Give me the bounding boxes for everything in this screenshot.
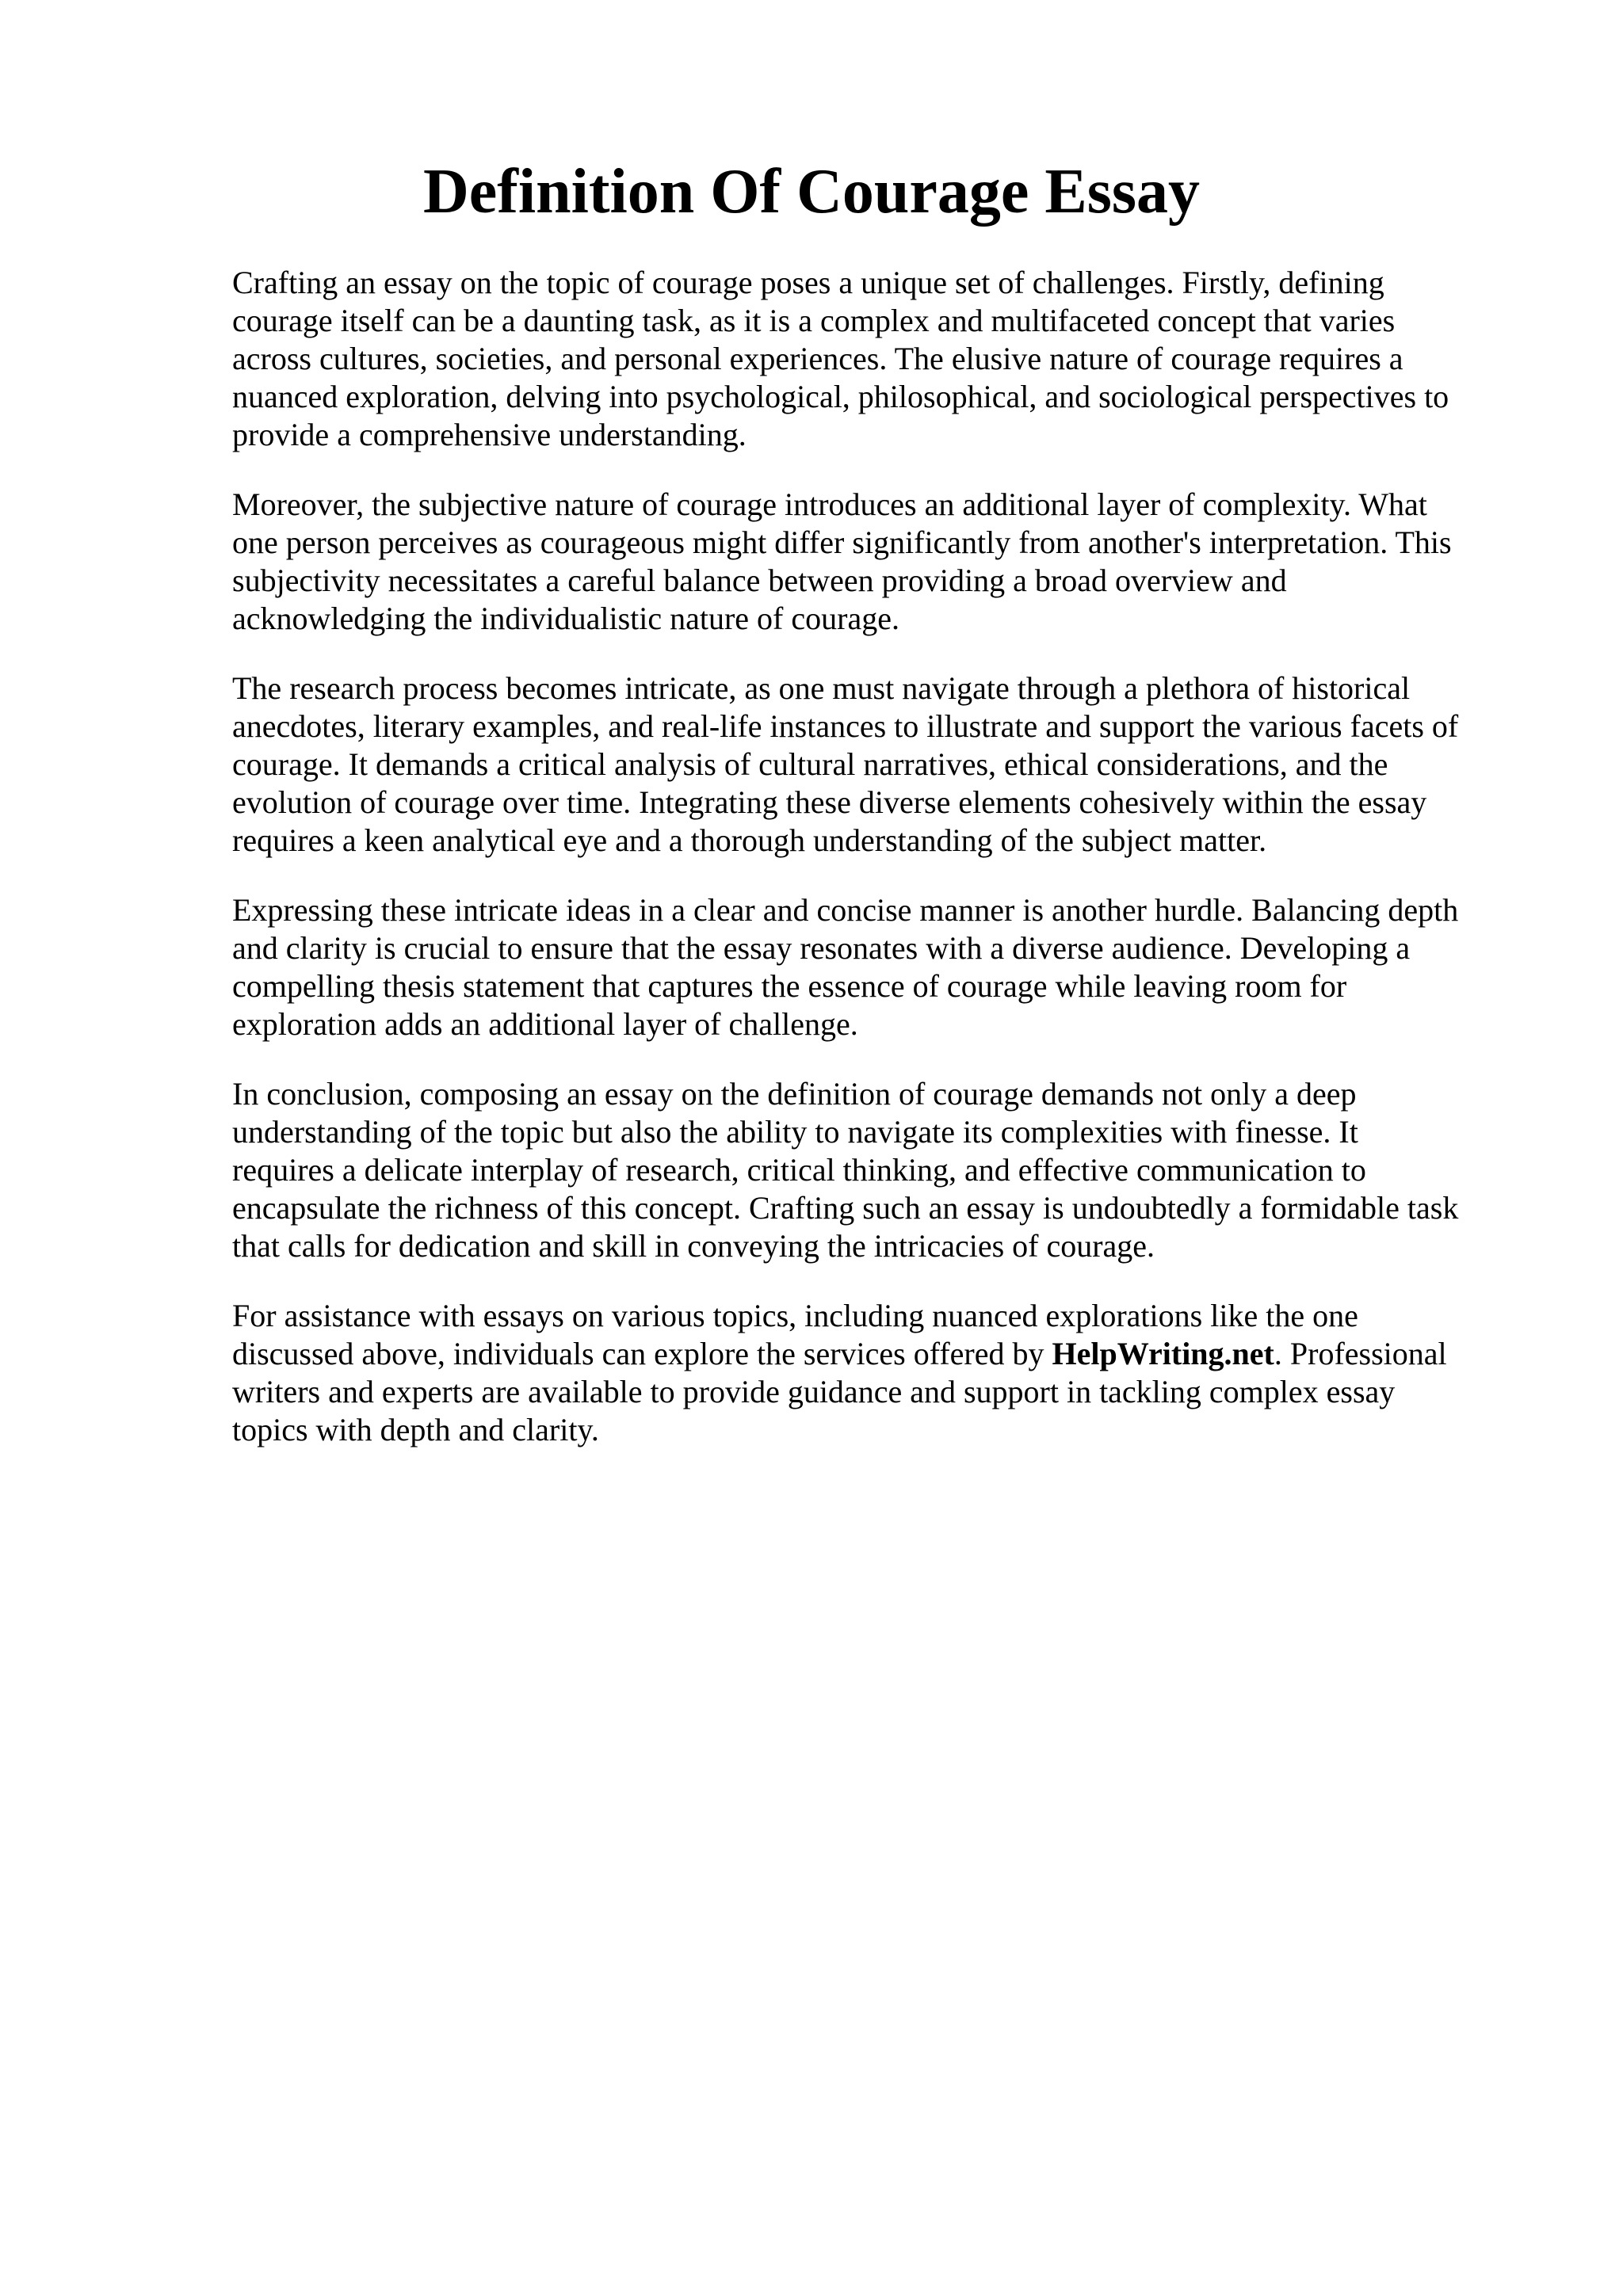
paragraph-line: across cultures, societies, and personal experiences. The elusive nature of courage requires a — [232, 341, 1403, 376]
closing-paragraph — [232, 1297, 1516, 1449]
paragraph-line: one person perceives as courageous might differ significantly from another's interpretation. This — [232, 524, 1452, 560]
paragraph-line: Crafting an essay on the topic of courage poses a unique set of challenges. Firstly, defining — [232, 265, 1384, 300]
paragraph-line: encapsulate the richness of this concept. Crafting such an essay is undoubtedly a formidable task — [232, 1190, 1459, 1226]
paragraph-line: courage. It demands a critical analysis of cultural narratives, ethical considerations, and the — [232, 746, 1388, 782]
paragraph-line: exploration adds an additional layer of challenge. — [232, 1006, 858, 1042]
paragraph-line: evolution of courage over time. Integrating these diverse elements cohesively within the essay — [232, 784, 1427, 820]
essay-body — [232, 264, 1516, 1481]
paragraph-line: subjectivity necessitates a careful balance between providing a broad overview and — [232, 563, 1287, 598]
paragraph-line: requires a keen analytical eye and a thorough understanding of the subject matter. — [232, 822, 1267, 858]
paragraph-line: understanding of the topic but also the ability to navigate its complexities with finesse. It — [232, 1114, 1358, 1150]
paragraph-line: provide a comprehensive understanding. — [232, 417, 747, 452]
paragraph-line: compelling thesis statement that captures the essence of courage while leaving room for — [232, 968, 1347, 1004]
paragraph-line: nuanced exploration, delving into psychological, philosophical, and sociological perspectives to — [232, 379, 1449, 414]
paragraph-line: topics with depth and clarity. — [232, 1412, 599, 1447]
paragraph-line: courage itself can be a daunting task, as it is a complex and multifaceted concept that varies — [232, 303, 1396, 338]
paragraph-line: and clarity is crucial to ensure that the essay resonates with a diverse audience. Developing a — [232, 930, 1411, 966]
helpwriting-brand-text: HelpWriting.net — [1052, 1336, 1274, 1371]
paragraph-4 — [232, 891, 1516, 1043]
paragraph-2 — [232, 486, 1516, 638]
paragraph-5 — [232, 1075, 1516, 1265]
paragraph-line: anecdotes, literary examples, and real-life instances to illustrate and support the various facets of — [232, 708, 1459, 744]
paragraph-line: The research process becomes intricate, as one must navigate through a plethora of historical — [232, 670, 1411, 706]
paragraph-line: Moreover, the subjective nature of courage introduces an additional layer of complexity. What — [232, 486, 1427, 522]
paragraph-line: In conclusion, composing an essay on the definition of courage demands not only a deep — [232, 1076, 1357, 1112]
paragraph-3 — [232, 669, 1516, 860]
paragraph-line: Expressing these intricate ideas in a clear and concise manner is another hurdle. Balancing depth — [232, 892, 1459, 928]
paragraph-1 — [232, 264, 1516, 454]
closing-text-after-brand: . Professional — [1274, 1336, 1447, 1371]
paragraph-line: For assistance with essays on various topics, including nuanced explorations like the one — [232, 1298, 1358, 1333]
document-title: Definition Of Courage Essay — [423, 157, 1200, 227]
closing-text-before-brand: discussed above, individuals can explore the services offered by — [232, 1336, 1044, 1371]
paragraph-line: acknowledging the individualistic nature of courage. — [232, 601, 899, 636]
paragraph-line: requires a delicate interplay of research, critical thinking, and effective communication to — [232, 1152, 1366, 1188]
paragraph-line: that calls for dedication and skill in conveying the intricacies of courage. — [232, 1228, 1155, 1264]
paragraph-line — [232, 1335, 1516, 1373]
paragraph-line: writers and experts are available to provide guidance and support in tackling complex essay — [232, 1374, 1396, 1409]
